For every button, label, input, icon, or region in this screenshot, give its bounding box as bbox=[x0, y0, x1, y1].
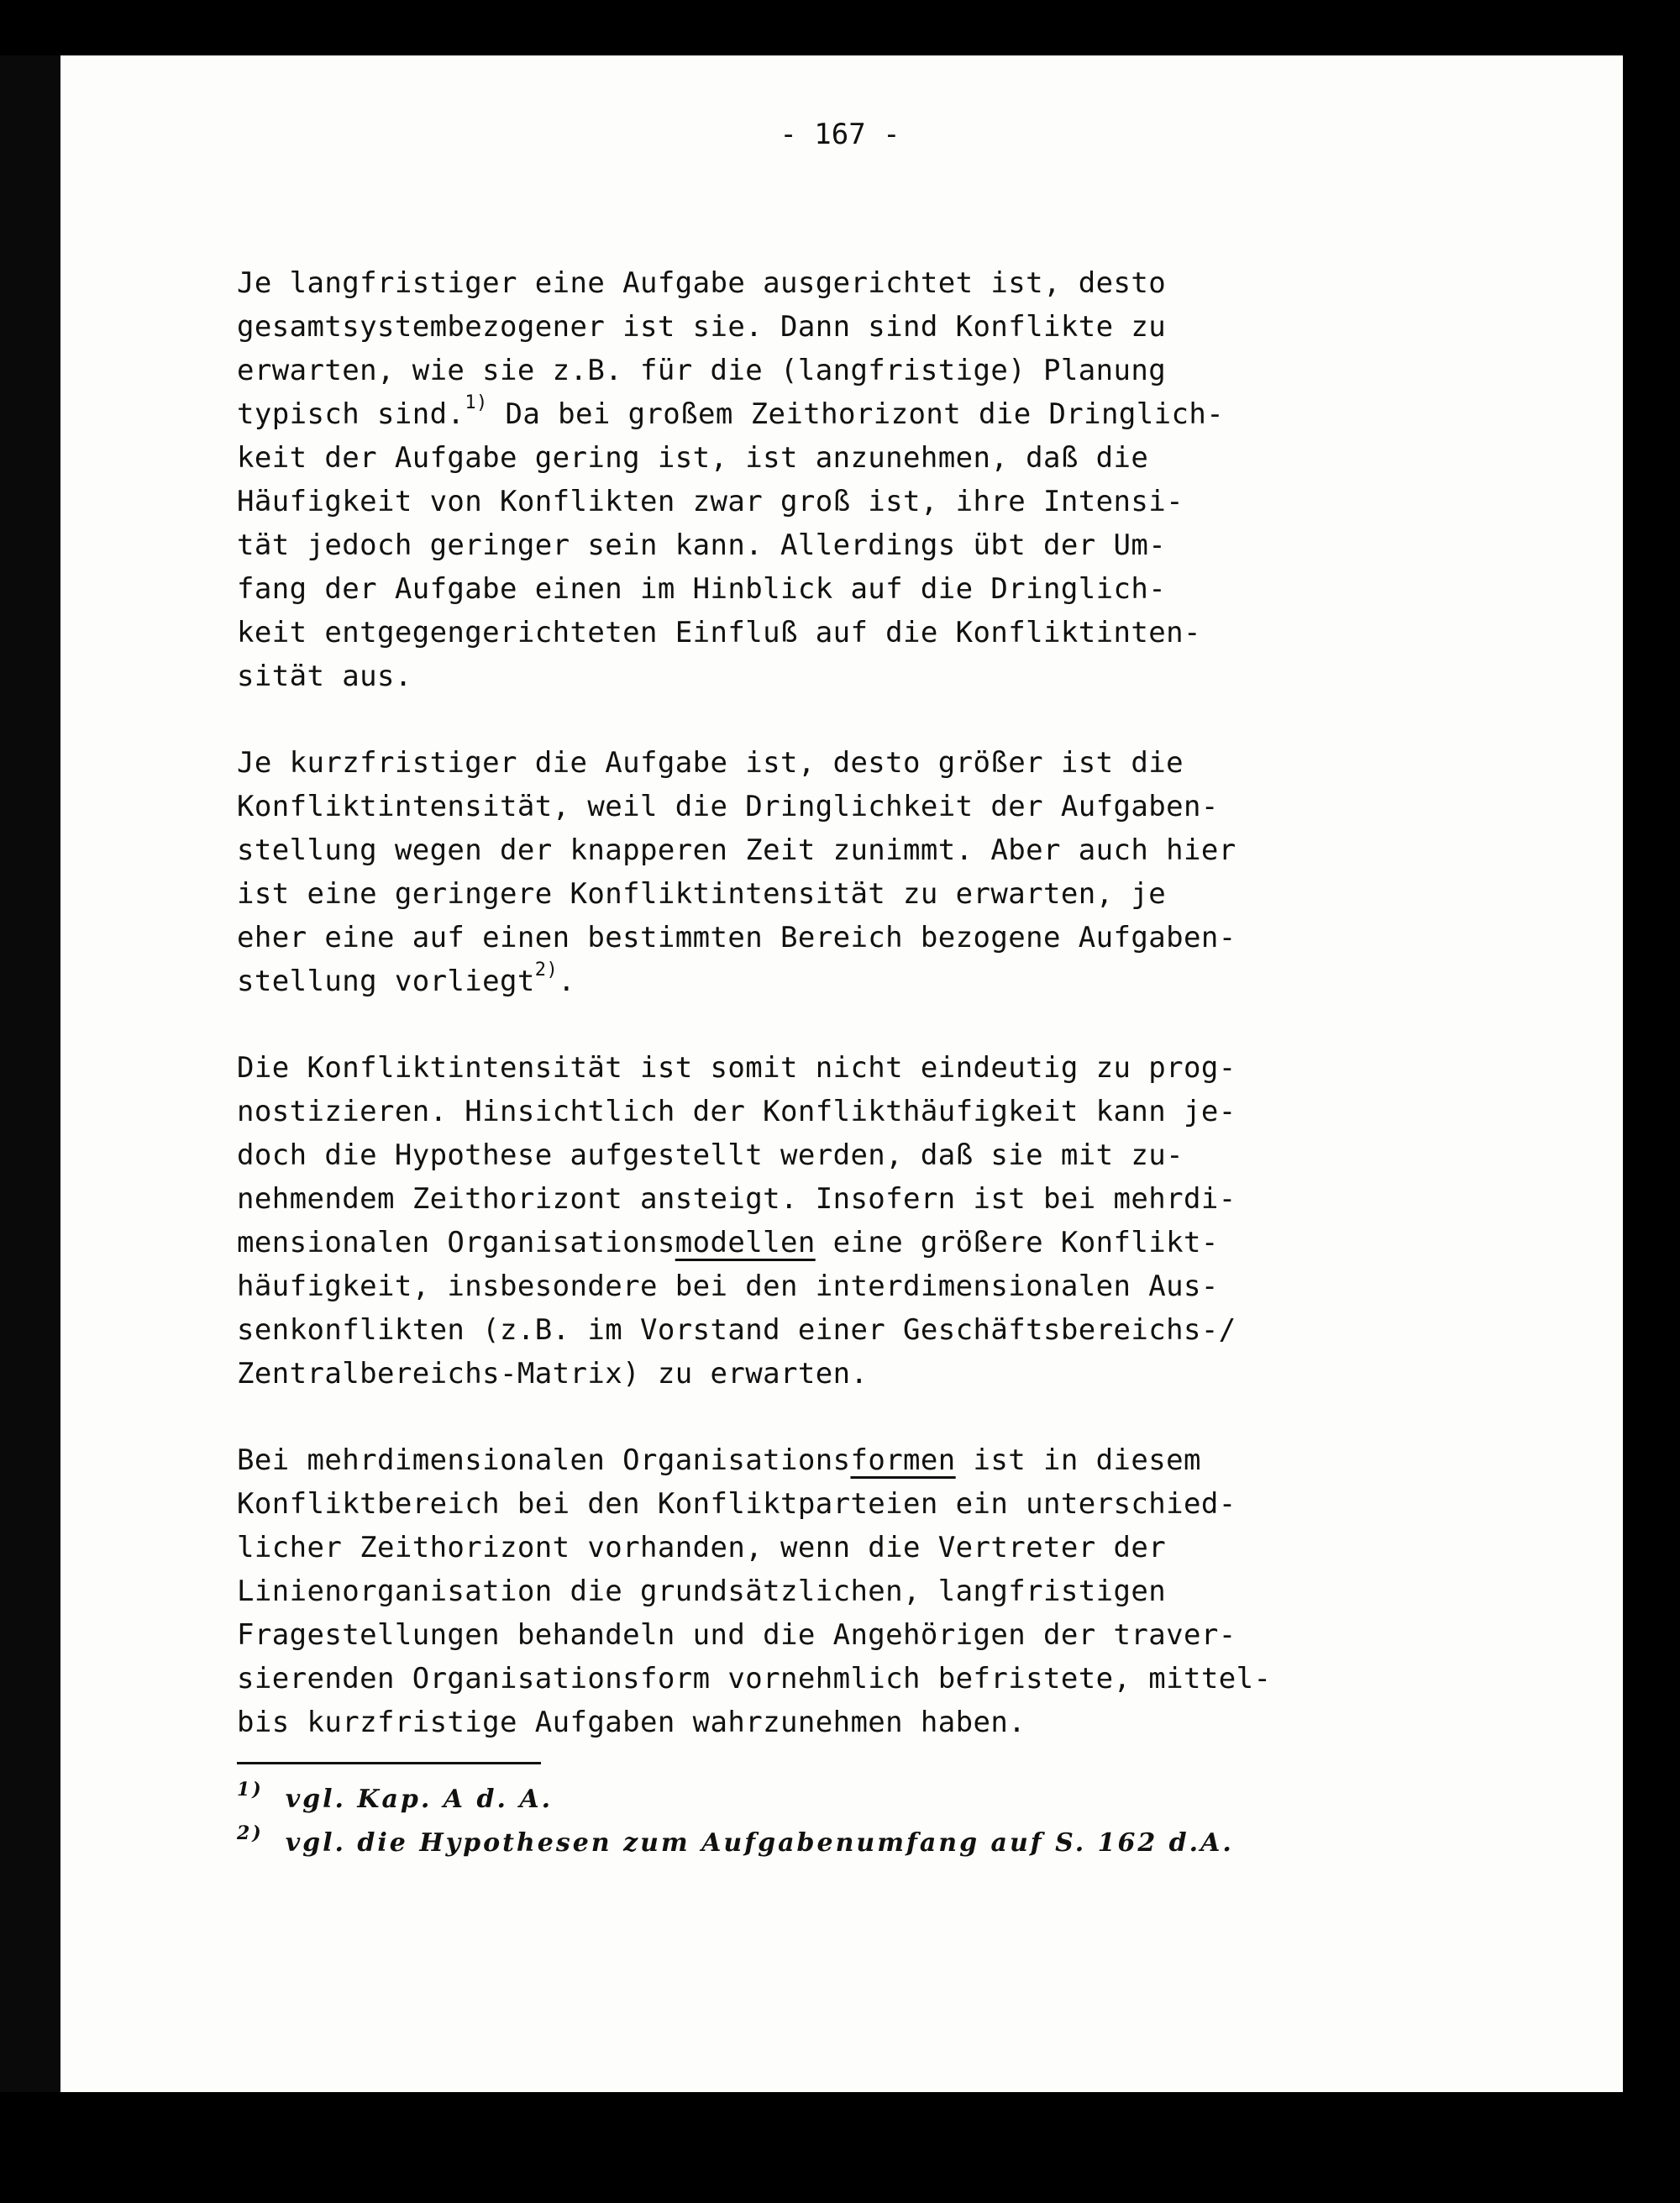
underlined-word: modellen bbox=[675, 1226, 816, 1259]
paragraph-3-line-7: senkonflikten (z.B. im Vorstand einer Geschäftsbereichs-/ bbox=[237, 1313, 1236, 1347]
footnote-ref-1: 1) bbox=[465, 392, 488, 413]
paragraph-4-line-5: Fragestellungen behandeln und die Angehörigen der traver- bbox=[237, 1618, 1236, 1652]
underlined-word: formen bbox=[850, 1443, 956, 1477]
footnote-text: vgl. Kap. A d. A. bbox=[285, 1785, 554, 1814]
left-page-edge bbox=[0, 55, 60, 2092]
paragraph-2-line-3: stellung wegen der knapperen Zeit zunimmt. Aber auch hier bbox=[237, 833, 1236, 867]
paragraph-3-line-2: nostizieren. Hinsichtlich der Konflikthäufigkeit kann je- bbox=[237, 1095, 1236, 1128]
line-text: stellung vorliegt bbox=[237, 965, 535, 998]
footnote-mark: 1) bbox=[237, 1779, 264, 1801]
paragraph-1-line-5: keit der Aufgabe gering ist, ist anzunehmen, daß die bbox=[237, 441, 1149, 475]
paragraph-1-line-1: Je langfristiger eine Aufgabe ausgerichtet ist, desto bbox=[237, 266, 1167, 300]
paragraph-1-line-7: tät jedoch geringer sein kann. Allerdings übt der Um- bbox=[237, 528, 1167, 562]
paragraph-2-line-2: Konfliktintensität, weil die Dringlichkeit der Aufgaben- bbox=[237, 790, 1219, 823]
line-text: Bei mehrdimensionalen Organisations bbox=[237, 1443, 851, 1477]
footnote-1 bbox=[237, 1779, 554, 1814]
paragraph-4-line-6: sierenden Organisationsform vornehmlich befristete, mittel- bbox=[237, 1662, 1272, 1696]
paragraph-3-line-4: nehmendem Zeithorizont ansteigt. Insofern ist bei mehrdi- bbox=[237, 1182, 1236, 1216]
paragraph-4-line-3: licher Zeithorizont vorhanden, wenn die Vertreter der bbox=[237, 1531, 1167, 1564]
paragraph-3-line-8: Zentralbereichs-Matrix) zu erwarten. bbox=[237, 1357, 869, 1391]
paragraph-4-line-2: Konfliktbereich bei den Konfliktparteien ein unterschied- bbox=[237, 1487, 1236, 1521]
footnote-ref-2: 2) bbox=[534, 960, 559, 981]
paragraph-4-line-7: bis kurzfristige Aufgaben wahrzunehmen haben. bbox=[237, 1706, 1026, 1739]
line-text: ist in diesem bbox=[955, 1443, 1201, 1477]
paragraph-1-line-6: Häufigkeit von Konflikten zwar groß ist, ihre Intensi- bbox=[237, 485, 1184, 518]
paragraph-1-line-4 bbox=[237, 392, 1224, 436]
paragraph-3-line-6: häufigkeit, insbesondere bei den interdimensionalen Aus- bbox=[237, 1270, 1219, 1303]
line-text: . bbox=[558, 965, 575, 998]
paragraph-1-line-2: gesamtsystembezogener ist sie. Dann sind Konflikte zu bbox=[237, 310, 1167, 344]
paragraph-3-line-3: doch die Hypothese aufgestellt werden, daß sie mit zu- bbox=[237, 1138, 1184, 1172]
page-number: - 167 - bbox=[780, 118, 900, 151]
paragraph-1-line-10: sität aus. bbox=[237, 660, 412, 693]
paragraph-2-line-4: ist eine geringere Konfliktintensität zu erwarten, je bbox=[237, 877, 1167, 911]
paragraph-1-line-3: erwarten, wie sie z.B. für die (langfristige) Planung bbox=[237, 354, 1167, 387]
paragraph-2-line-5: eher eine auf einen bestimmten Bereich bezogene Aufgaben- bbox=[237, 921, 1236, 954]
paragraph-4-line-4: Linienorganisation die grundsätzlichen, langfristigen bbox=[237, 1575, 1167, 1608]
paragraph-3-line-1: Die Konfliktintensität ist somit nicht eindeutig zu prog- bbox=[237, 1051, 1236, 1085]
footnote-text: vgl. die Hypothesen zum Aufgabenumfang auf S. 162 d.A. bbox=[285, 1828, 1234, 1858]
footnote-mark: 2) bbox=[237, 1822, 264, 1844]
line-text: mensionalen Organisations bbox=[237, 1226, 675, 1259]
paragraph-4-line-1 bbox=[237, 1438, 1201, 1482]
line-text: Da bei großem Zeithorizont die Dringlich- bbox=[487, 397, 1225, 431]
paragraph-1-line-8: fang der Aufgabe einen im Hinblick auf die Dringlich- bbox=[237, 572, 1167, 606]
paragraph-1-line-9: keit entgegengerichteten Einfluß auf die Konfliktinten- bbox=[237, 616, 1201, 649]
line-text: typisch sind. bbox=[237, 397, 465, 431]
line-text: eine größere Konflikt- bbox=[815, 1226, 1219, 1259]
paragraph-2-line-1: Je kurzfristiger die Aufgabe ist, desto größer ist die bbox=[237, 746, 1184, 780]
paragraph-3-line-5 bbox=[237, 1221, 1219, 1264]
footnote-2 bbox=[237, 1822, 1234, 1858]
paragraph-2-line-6 bbox=[237, 960, 575, 1003]
footnote-divider bbox=[237, 1762, 541, 1764]
